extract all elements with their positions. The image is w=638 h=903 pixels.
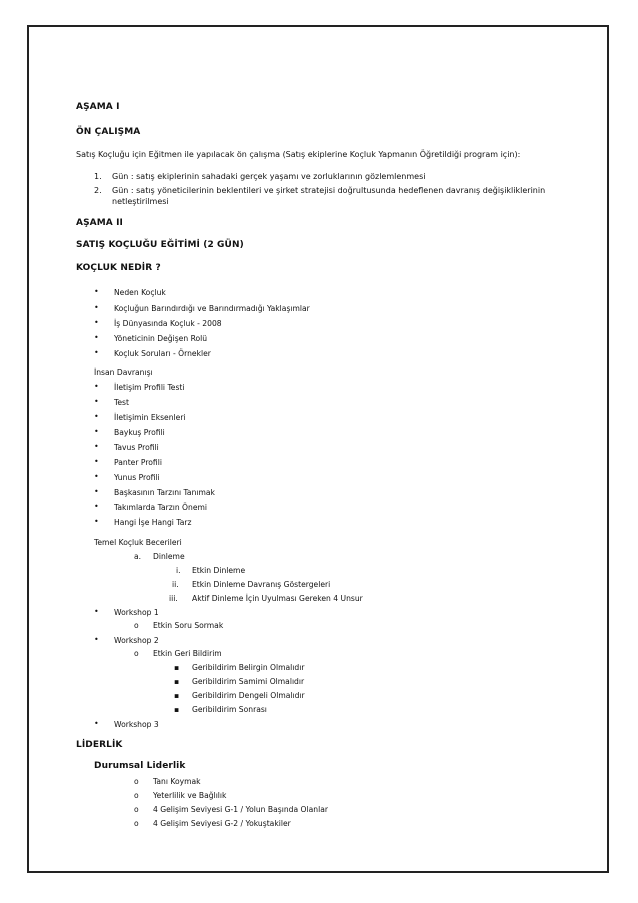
square-bullet-icon: ▪ — [174, 691, 180, 700]
circle-icon: o — [134, 649, 139, 658]
list-item: Başkasının Tarzını Tanımak — [114, 488, 215, 497]
heading-durumsal-liderlik: Durumsal Liderlik — [94, 761, 186, 771]
heading-asama-1: AŞAMA I — [76, 102, 120, 112]
insan-davranisi-label: İnsan Davranışı — [94, 368, 153, 377]
list-item: Yeterlilik ve Bağlılık — [153, 791, 227, 800]
circle-icon: o — [134, 777, 139, 786]
workshop-1-sub: Etkin Soru Sormak — [153, 621, 224, 630]
list-item: 4 Gelişim Seviyesi G-1 / Yolun Başında Olanlar — [153, 805, 328, 814]
num-1: 1. — [94, 172, 102, 181]
num-2: 2. — [94, 186, 102, 195]
list-item: Test — [114, 398, 129, 407]
list-item: 4 Gelişim Seviyesi G-2 / Yokuştakiler — [153, 819, 291, 828]
num-2-text: Gün : satış yöneticilerinin beklentileri ve şirket stratejisi doğrultusunda hedeflenen davranış değişikliklerinin — [112, 186, 546, 195]
bullet-icon: • — [94, 318, 99, 327]
list-item: Hangi İşe Hangi Tarz — [114, 518, 192, 527]
heading-kocluk-nedir: KOÇLUK NEDİR ? — [76, 263, 161, 273]
bullet-icon: • — [94, 472, 99, 481]
roman-text: Etkin Dinleme — [192, 566, 246, 575]
bullet-icon: • — [94, 517, 99, 526]
circle-icon: o — [134, 805, 139, 814]
bullet-icon: • — [94, 427, 99, 436]
workshop-2: Workshop 2 — [114, 636, 159, 645]
bullet-icon: • — [94, 719, 99, 728]
roman-text: Aktif Dinleme İçin Uyulması Gereken 4 Unsur — [192, 594, 363, 603]
list-item: Yöneticinin Değişen Rolü — [114, 334, 208, 343]
circle-icon: o — [134, 791, 139, 800]
square-bullet-icon: ▪ — [174, 663, 180, 672]
list-item: Geribildirim Dengeli Olmalıdır — [192, 691, 305, 700]
heading-on-calisma: ÖN ÇALIŞMA — [76, 127, 141, 137]
bullet-icon: • — [94, 348, 99, 357]
intro-text: Satış Koçluğu için Eğitmen ile yapılacak ön çalışma (Satış ekiplerine Koçluk Yapmanın Öğretildiği program için): — [76, 150, 521, 159]
circle-icon: o — [134, 621, 139, 630]
roman-text: Etkin Dinleme Davranış Göstergeleri — [192, 580, 331, 589]
list-item: Geribildirim Belirgin Olmalıdır — [192, 663, 305, 672]
bullet-icon: • — [94, 397, 99, 406]
bullet-icon: • — [94, 303, 99, 312]
num-1-text: Gün : satış ekiplerinin sahadaki gerçek yaşamı ve zorluklarının gözlemlenmesi — [112, 172, 426, 181]
workshop-3: Workshop 3 — [114, 720, 159, 729]
list-item: İletişim Profili Testi — [114, 383, 185, 392]
bullet-icon: • — [94, 382, 99, 391]
temel-kocluk-label: Temel Koçluk Becerileri — [94, 538, 182, 547]
roman-num: i. — [176, 566, 181, 575]
heading-satis-koclugu: SATIŞ KOÇLUĞU EĞİTİMİ (2 GÜN) — [76, 240, 244, 250]
bullet-icon: • — [94, 487, 99, 496]
roman-num: ii. — [172, 580, 179, 589]
square-bullet-icon: ▪ — [174, 705, 180, 714]
list-item: Koçluk Soruları - Örnekler — [114, 349, 211, 358]
list-item: Tavus Profili — [114, 443, 159, 452]
list-item: Panter Profili — [114, 458, 162, 467]
circle-icon: o — [134, 819, 139, 828]
list-item: Neden Koçluk — [114, 288, 166, 297]
bullet-icon: • — [94, 287, 99, 296]
bullet-icon: • — [94, 502, 99, 511]
heading-asama-2: AŞAMA II — [76, 218, 123, 228]
roman-num: iii. — [169, 594, 178, 603]
list-item: Geribildirim Sonrası — [192, 705, 267, 714]
heading-liderlik: LİDERLİK — [76, 740, 123, 750]
list-item: İletişimin Eksenleri — [114, 413, 186, 422]
bullet-icon: • — [94, 457, 99, 466]
list-item: Tanı Koymak — [153, 777, 201, 786]
workshop-1: Workshop 1 — [114, 608, 159, 617]
num-2-text-line2: netleştirilmesi — [112, 197, 169, 206]
bullet-icon: • — [94, 442, 99, 451]
list-item: Koçluğun Barındırdığı ve Barındırmadığı Yaklaşımlar — [114, 304, 310, 313]
list-item: Takımlarda Tarzın Önemi — [114, 503, 208, 512]
square-bullet-icon: ▪ — [174, 677, 180, 686]
dinleme-label: Dinleme — [153, 552, 185, 561]
bullet-icon: • — [94, 412, 99, 421]
bullet-icon: • — [94, 333, 99, 342]
bullet-icon: • — [94, 635, 99, 644]
list-item: Yunus Profili — [114, 473, 160, 482]
list-item: İş Dünyasında Koçluk - 2008 — [114, 319, 222, 328]
bullet-icon: • — [94, 607, 99, 616]
list-item: Baykuş Profili — [114, 428, 165, 437]
workshop-2-sub: Etkin Geri Bildirim — [153, 649, 222, 658]
list-item: Geribildirim Samimi Olmalıdır — [192, 677, 305, 686]
dinleme-marker: a. — [134, 552, 142, 561]
